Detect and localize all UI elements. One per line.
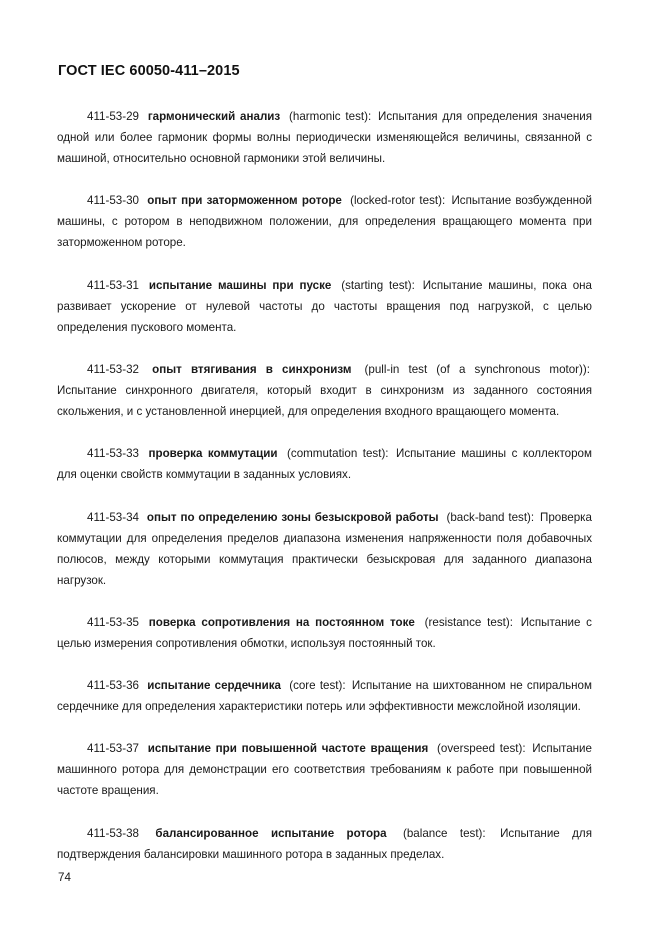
term-entry-411-53-32 [57, 359, 592, 422]
term-name: опыт при заторможенном роторе [147, 194, 342, 207]
term-english: (commutation test): [287, 447, 389, 460]
term-definition: Проверка коммутации для определения пределов диапазона изменения напряженности поля добавочных полюсов, между которыми коммутация практически безыскровая для заданного диапазона нагрузок. [57, 511, 592, 587]
term-code: 411-53-33 [87, 447, 139, 460]
term-definition: Испытание с целью измерения сопротивления обмотки, используя постоянный ток. [57, 616, 592, 650]
document-header: ГОСТ IEC 60050-411–2015 [58, 63, 240, 79]
term-code: 411-53-31 [87, 279, 139, 292]
page-number: 74 [58, 871, 71, 884]
term-english: (locked-rotor test): [350, 194, 446, 207]
term-code: 411-53-29 [87, 110, 139, 123]
term-definition: Испытание машинного ротора для демонстрации его соответствия требованиям к работе при повышенной частоте вращения. [57, 742, 592, 797]
term-entry-411-53-36 [57, 675, 592, 717]
term-english: (balance test): [402, 827, 486, 840]
term-definition: Испытания для определения значения одной или более гармоник формы волны периодически изменяющейся величины, связанной с машиной, относительно основной гармоники этой величины. [57, 110, 592, 165]
term-name: проверка коммутации [148, 447, 278, 460]
term-english: (starting test): [341, 279, 415, 292]
term-entry-411-53-35 [57, 612, 592, 654]
term-entry-411-53-30 [57, 190, 592, 253]
term-name: балансированное испытание ротора [155, 827, 387, 840]
term-entry-411-53-37 [57, 738, 592, 801]
term-entry-411-53-29 [57, 106, 592, 169]
term-code: 411-53-32 [87, 363, 139, 376]
term-entry-411-53-33 [57, 443, 592, 485]
term-code: 411-53-30 [87, 194, 139, 207]
term-english: (core test): [289, 679, 346, 692]
term-definition: Испытание на шихтованном не спиральном сердечнике для определения характеристики потерь или эффективности межслойной изоляции. [57, 679, 592, 713]
term-english: (overspeed test): [437, 742, 526, 755]
term-code: 411-53-34 [87, 511, 139, 524]
term-code: 411-53-36 [87, 679, 139, 692]
term-code: 411-53-37 [87, 742, 139, 755]
term-english: (harmonic test): [289, 110, 372, 123]
term-english: (back-band test): [446, 511, 535, 524]
term-name: испытание сердечника [147, 679, 281, 692]
term-name: поверка сопротивления на постоянном токе [148, 616, 415, 629]
term-entry-411-53-31 [57, 275, 592, 338]
term-name: испытание при повышенной частоте вращения [147, 742, 429, 755]
term-name: опыт втягивания в синхронизм [152, 363, 352, 376]
term-definition: Испытание возбужденной машины, с ротором в неподвижном положении, для определения вращающего момента при заторможенном роторе. [57, 194, 592, 249]
term-english: (resistance test): [424, 616, 513, 629]
term-name: испытание машины при пуске [148, 279, 332, 292]
term-code: 411-53-35 [87, 616, 139, 629]
term-name: гармонический анализ [147, 110, 281, 123]
term-entry-411-53-38 [57, 823, 592, 865]
term-entry-411-53-34 [57, 507, 592, 591]
term-definition: Испытание машины, пока она развивает ускорение от нулевой частоты до частоты вращения под нагрузкой, с целью определения пускового момента. [57, 279, 593, 334]
term-english: (pull-in test (of a synchronous motor)): [364, 363, 590, 376]
term-definition: Испытание синхронного двигателя, который входит в синхронизм из заданного состояния скольжения, и с установленной инерцией, для определения входного вращающего момента. [57, 384, 592, 418]
term-name: опыт по определению зоны безыскровой работы [146, 511, 439, 524]
term-definition: Испытание машины с коллектором для оценки свойств коммутации в заданных условиях. [57, 447, 592, 481]
term-code: 411-53-38 [87, 827, 139, 840]
term-definition: Испытание для подтверждения балансировки машинного ротора в заданных пределах. [57, 827, 592, 861]
